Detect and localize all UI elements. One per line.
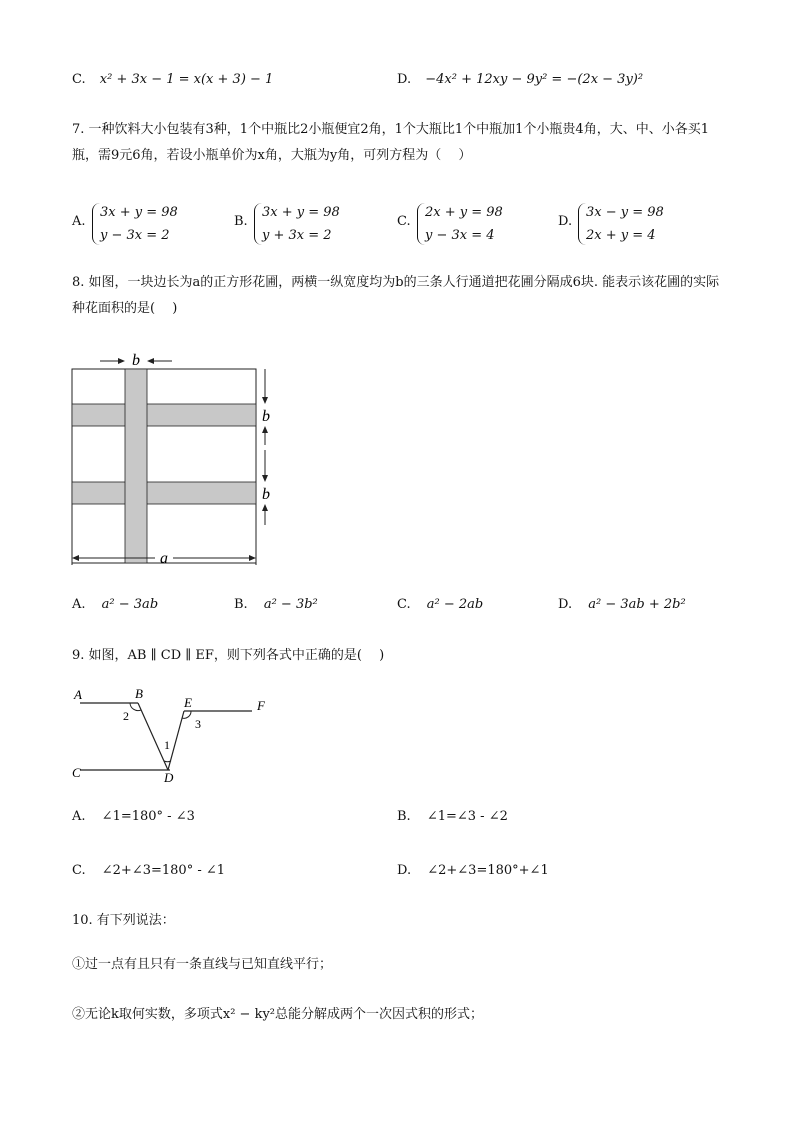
q7-stem: 7. 一种饮料大小包装有3种，1个中瓶比2小瓶便宜2角，1个大瓶比1个中瓶加1个小瓶贵4角，大、中、小各买1瓶，需9元6角，若设小瓶单价为x角，大瓶为y角，可列方程为（ ） <box>72 122 709 163</box>
q7-option-c-eq2: y − 3x = 4 <box>425 228 495 243</box>
q10-item-1: ①过一点有且只有一条直线与已知直线平行； <box>72 957 333 972</box>
q8-option-c <box>397 597 483 612</box>
q7-option-b-eq2: y + 3x = 2 <box>262 228 332 243</box>
q9-point-c: C <box>72 765 81 780</box>
q8-option-d <box>558 597 686 612</box>
q8-path-vertical <box>125 369 147 563</box>
q8-option-a <box>72 597 158 612</box>
q8-option-b <box>234 597 318 612</box>
q9-angle-2-label: 2 <box>123 709 129 723</box>
q7-option-d-eq1: 3x − y = 98 <box>586 205 664 220</box>
q9-angle-1-arc <box>164 761 171 762</box>
q8-option-b-expr: a² − 3b² <box>263 597 318 612</box>
q8-label-b-row1: b <box>262 408 270 425</box>
q6-option-c-expr: x² + 3x − 1 = x(x + 3) − 1 <box>99 72 274 87</box>
q9-point-e: E <box>184 695 192 710</box>
q9-figure <box>60 683 285 788</box>
q8-stem: 8. 如图，一块边长为a的正方形花圃，两横一纵宽度均为b的三条人行通道把花圃分隔成6块. 能表示该花圃的实际种花面积的是( ) <box>72 275 720 316</box>
q6-option-d <box>397 72 643 87</box>
q9-option-a-expr: ∠1=180° - ∠3 <box>101 809 195 824</box>
q9-option-a-label: A. <box>72 809 86 824</box>
q8-label-b-row2: b <box>262 486 270 503</box>
q9-option-a <box>72 809 195 824</box>
q9-option-c-label: C. <box>72 863 86 878</box>
q7-option-b-eq1: 3x + y = 98 <box>262 205 340 220</box>
q8-label-b-top: b <box>132 352 140 369</box>
q9-segment-bd <box>138 703 168 770</box>
q7-option-b-label: B. <box>234 214 248 229</box>
q9-option-d-expr: ∠2+∠3=180°+∠1 <box>427 863 549 878</box>
q9-point-f: F <box>257 698 265 713</box>
q7-option-a-eq1: 3x + y = 98 <box>100 205 178 220</box>
q7-option-a-brace <box>92 203 100 245</box>
q8-option-c-expr: a² − 2ab <box>426 597 484 612</box>
q8-option-a-label: A. <box>72 597 86 612</box>
q7-option-d-brace <box>578 203 586 245</box>
q7-option-b-brace <box>254 203 262 245</box>
q7-option-c-eq1: 2x + y = 98 <box>425 205 503 220</box>
q9-point-d: D <box>164 770 174 785</box>
q9-stem: 9. 如图，AB ∥ CD ∥ EF，则下列各式中正确的是( ) <box>72 648 385 663</box>
q9-option-b-label: B. <box>397 809 411 824</box>
q6-option-d-label: D. <box>397 72 412 87</box>
q9-option-d-label: D. <box>397 863 412 878</box>
q8-option-d-label: D. <box>558 597 573 612</box>
q9-option-c <box>72 863 225 878</box>
q8-option-b-label: B. <box>234 597 248 612</box>
q8-option-c-label: C. <box>397 597 411 612</box>
q10-item-2: ②无论k取何实数，多项式x² − ky²总能分解成两个一次因式积的形式； <box>72 1007 484 1022</box>
q6-option-c-label: C. <box>72 72 86 87</box>
q9-option-d <box>397 863 549 878</box>
q9-point-b: B <box>135 686 143 701</box>
q9-point-a: A <box>74 687 82 702</box>
q9-option-b-expr: ∠1=∠3 - ∠2 <box>426 809 508 824</box>
q7-option-d-eq2: 2x + y = 4 <box>586 228 656 243</box>
q7-option-d-label: D. <box>558 214 573 229</box>
q7-option-c-brace <box>417 203 425 245</box>
q8-option-d-expr: a² − 3ab + 2b² <box>588 597 686 612</box>
q8-path-horizontal-2 <box>72 482 256 504</box>
q8-garden-square <box>72 369 256 563</box>
q9-option-c-expr: ∠2+∠3=180° - ∠1 <box>101 863 226 878</box>
q10-stem: 10. 有下列说法： <box>72 913 175 928</box>
q8-figure <box>60 345 290 570</box>
q9-option-b <box>397 809 508 824</box>
q9-angle-1-label: 1 <box>164 738 170 752</box>
q6-option-d-expr: −4x² + 12xy − 9y² = −(2x − 3y)² <box>425 72 644 87</box>
q7-option-c-label: C. <box>397 214 411 229</box>
q8-path-horizontal-1 <box>72 404 256 426</box>
q7-option-a-eq2: y − 3x = 2 <box>100 228 170 243</box>
q8-label-a: a <box>160 550 168 567</box>
q8-option-a-expr: a² − 3ab <box>101 597 159 612</box>
q6-option-c <box>72 72 273 87</box>
q9-angle-3-label: 3 <box>195 717 201 731</box>
q7-option-a-label: A. <box>72 214 86 229</box>
